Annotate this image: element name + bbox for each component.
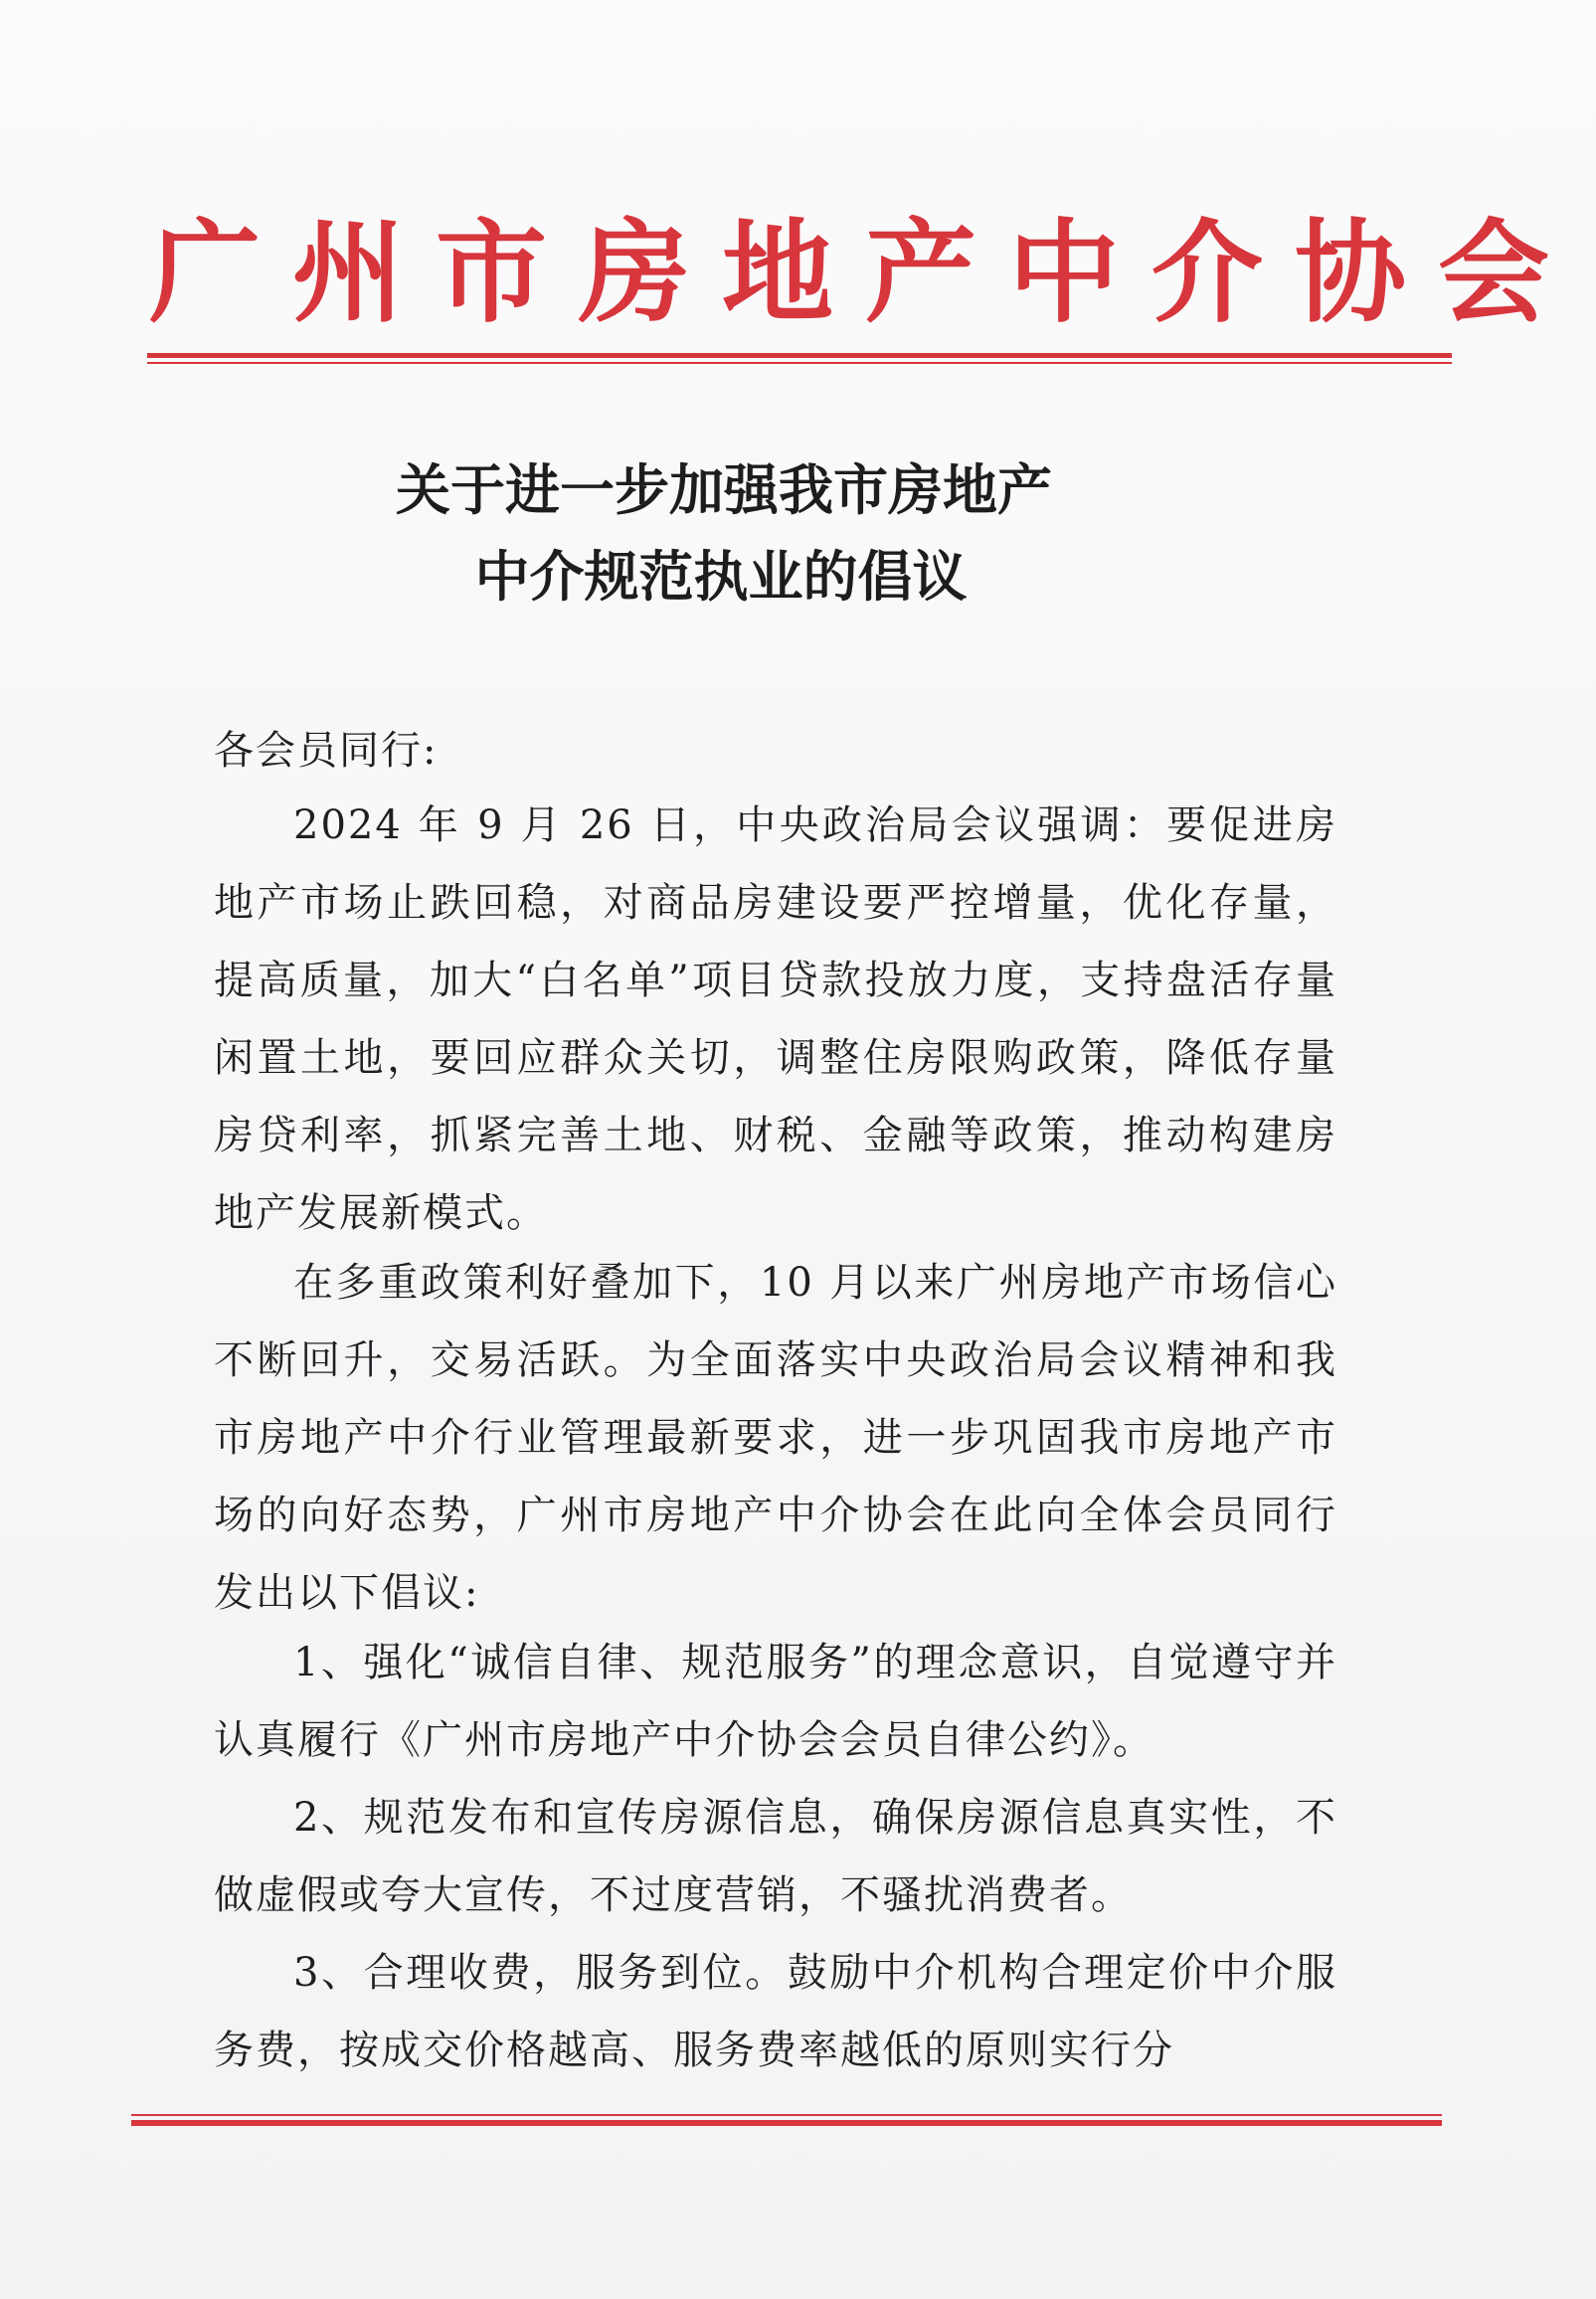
divider-thick-line <box>131 2120 1442 2126</box>
paragraph: 在多重政策利好叠加下，10 月以来广州房地产市场信心不断回升，交易活跃。为全面落实中央政治局会议精神和我市房地产中介行业管理最新要求，进一步巩固我市房地产市场的向好态势，广州市房地产中介协会在此向全体会员同行发出以下倡议: <box>214 1260 1337 1616</box>
letterhead-divider <box>147 353 1452 365</box>
organization-letterhead: 广州市房地产中介协会 <box>149 208 1581 338</box>
divider-thin-line <box>147 362 1452 364</box>
footer-divider <box>131 2114 1442 2126</box>
divider-thick-line <box>147 353 1452 358</box>
paragraph: 1、强化“诚信自律、规范服务”的理念意识，自觉遵守并认真履行《广州市房地产中介协会会员自律公约》。 <box>214 1640 1337 1763</box>
paragraph: 2024 年 9 月 26 日，中央政治局会议强调：要促进房地产市场止跌回稳，对商品房建设要严控增量，优化存量，提高质量，加大“白名单”项目贷款投放力度，支持盘活存量闲置土地，要回应群众关切，调整住房限购政策，降低存量房贷利率，抓紧完善土地、财税、金融等政策，推动构建房地产发展新模式。 <box>214 802 1337 1236</box>
paragraph: 2、规范发布和宣传房源信息，确保房源信息真实性，不做虚假或夸大宣传，不过度营销，不骚扰消费者。 <box>214 1795 1337 1918</box>
document-title-line-2: 中介规范执业的倡议 <box>474 545 968 609</box>
paragraph: 3、合理收费，服务到位。鼓励中介机构合理定价中介服务费，按成交价格越高、服务费率越低的原则实行分 <box>214 1950 1337 2073</box>
document-title-line-1: 关于进一步加强我市房地产 <box>395 458 1052 522</box>
salutation: 各会员同行: <box>214 728 439 774</box>
divider-thin-line <box>131 2114 1442 2116</box>
